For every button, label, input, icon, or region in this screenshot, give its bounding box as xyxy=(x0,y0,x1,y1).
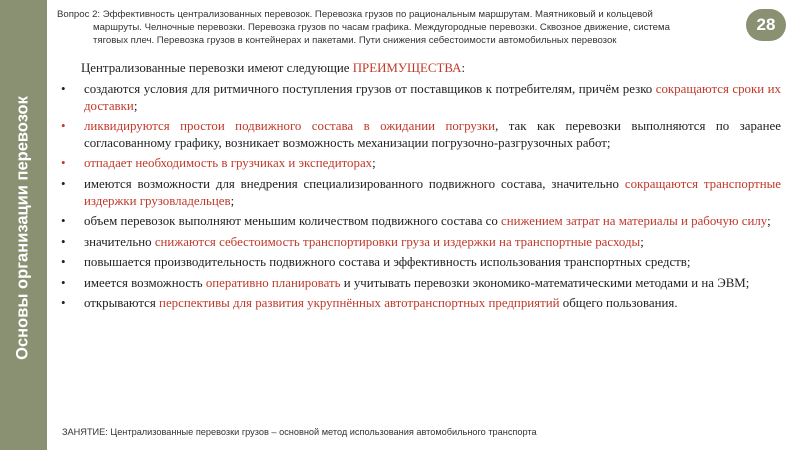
slide-number-badge: 28 xyxy=(746,9,786,41)
item-text: повышается производительность подвижного состава и эффективность использования транспортных средств; xyxy=(84,255,691,270)
list-item xyxy=(61,275,781,292)
side-bar xyxy=(0,0,47,450)
bullet-icon: • xyxy=(61,255,66,270)
item-text: объем перевозок выполняют меньшим количеством подвижного состава со xyxy=(84,214,502,229)
bullet-icon: • xyxy=(61,214,66,229)
item-highlight: сокращаются сроки их доставки xyxy=(84,81,781,113)
side-title: Основы организации перевозок xyxy=(13,96,32,360)
item-highlight: отпадает необходимость в грузчиках и экспедиторах xyxy=(84,156,373,171)
item-text-end: ; xyxy=(230,193,235,208)
header-line-2: маршруты. Челночные перевозки. Перевозка грузов по часам графика. Междугородные перевозки. Сквозное движение, система xyxy=(93,22,670,33)
list-item xyxy=(61,176,781,210)
item-text: создаются условия для ритмичного поступления грузов от поставщиков к потребителям, причём резко xyxy=(84,81,656,96)
header-line-3: тяговых плеч. Перевозка грузов в контейнерах и пакетами. Пути снижения себестоимости автомобильных перевозок xyxy=(93,35,617,46)
bullet-icon: • xyxy=(61,234,66,249)
item-text-end: и учитывать перевозки экономико-математическими методами и на ЭВМ; xyxy=(340,275,750,290)
header-label: Вопрос 2: xyxy=(57,9,101,20)
item-text-end: , так как перевозки выполняются по заранее согласованному графику, возникает возможность механизации погрузочно-разгрузочных работ; xyxy=(84,119,781,150)
bullet-icon: • xyxy=(61,156,66,171)
item-text-end: общего пользования. xyxy=(559,296,678,311)
intro-text xyxy=(81,60,781,77)
item-text-end: ; xyxy=(640,234,644,249)
list-item xyxy=(61,213,781,230)
list-item xyxy=(61,155,781,172)
list-item xyxy=(61,254,781,271)
item-text-end: ; xyxy=(372,156,376,171)
item-text: значительно xyxy=(84,234,155,249)
bullet-icon: • xyxy=(61,275,66,290)
list-item xyxy=(61,81,781,115)
slide-header xyxy=(57,8,739,47)
intro-end: : xyxy=(461,61,466,75)
item-highlight: снижением затрат на материалы и рабочую силу xyxy=(501,214,768,229)
intro-lead: Централизованные перевозки имеют следующие xyxy=(81,61,353,75)
bullet-icon: • xyxy=(61,296,66,311)
slide-content xyxy=(61,60,781,316)
item-highlight: ликвидируются простои подвижного состава в ожидании погрузки xyxy=(84,119,496,134)
list-item xyxy=(61,295,781,312)
advantages-list xyxy=(61,81,781,312)
item-text: имеется возможность xyxy=(84,275,206,290)
item-text-end: ; xyxy=(133,98,138,113)
item-highlight: оперативно планировать xyxy=(205,275,341,290)
intro-highlight: ПРЕИМУЩЕСТВА xyxy=(352,61,462,75)
item-highlight: перспективы для развития укрупнённых автотранспортных предприятий xyxy=(159,296,560,311)
slide-footer: ЗАНЯТИЕ: Централизованные перевозки грузов – основной метод использования автомобильного транспорта xyxy=(62,427,537,437)
item-text-end: ; xyxy=(767,214,771,229)
item-highlight: снижаются себестоимость транспортировки груза и издержки на транспортные расходы xyxy=(154,234,641,249)
list-item xyxy=(61,234,781,251)
list-item xyxy=(61,118,781,152)
item-text: открываются xyxy=(84,296,160,311)
bullet-icon: • xyxy=(61,119,66,134)
bullet-icon: • xyxy=(61,81,66,96)
bullet-icon: • xyxy=(61,176,66,191)
item-highlight: сокращаются транспортные издержки грузовладельцев xyxy=(84,176,782,208)
header-line-1: Эффективность централизованных перевозок. Перевозка грузов по рациональным маршрутам. Маятниковый и кольцевой xyxy=(102,9,653,20)
item-text: имеются возможности для внедрения специализированного подвижного состава, значительно xyxy=(84,176,625,191)
